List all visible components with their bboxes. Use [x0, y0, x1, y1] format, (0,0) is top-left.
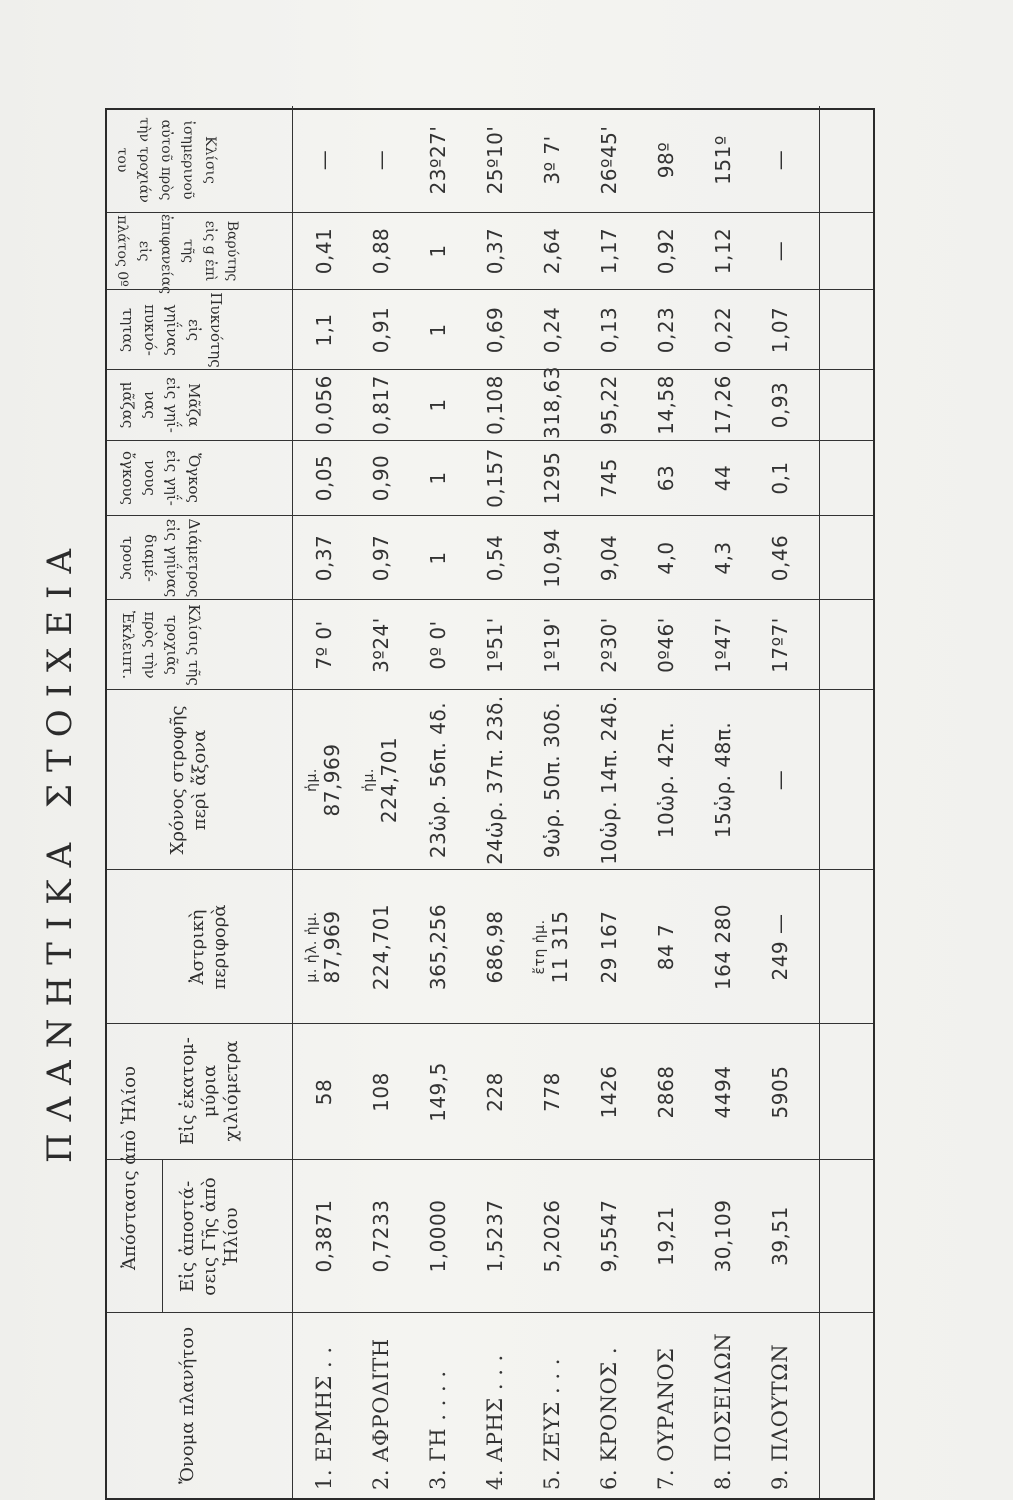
cell-mkm: 778 [540, 1072, 564, 1112]
cell-au: 1,0000 [426, 1199, 450, 1273]
cell-mkm: 108 [369, 1072, 393, 1112]
header-axial-tilt: Κλίσις ἰσημερινοῦ αὐτοῦ πρὸς τὴν τροχιάν του [114, 117, 218, 203]
cell-grav: — [768, 240, 792, 262]
cell-dens: 0,24 [540, 306, 564, 354]
cell-grav: 1,17 [597, 227, 621, 275]
page-title: ΠΛΑΝΗΤΙΚΑ ΣΤΟΙΧΕΙΑ [40, 536, 80, 1164]
cell-dens: 1,1 [312, 313, 336, 347]
cell-vol: 0,05 [312, 454, 336, 502]
cell-vol: 0,157 [483, 448, 507, 508]
cell-mass: 318,63 [540, 366, 564, 439]
cell-dens: 0,23 [654, 306, 678, 354]
table-bottom-rule [819, 106, 820, 1498]
cell-rot-unit: ἡμ. [304, 768, 320, 792]
cell-name: 3. ΓΗ . . . . [426, 1370, 450, 1490]
cell-dens: 1,07 [768, 306, 792, 354]
cell-vol: 0,90 [369, 454, 393, 502]
cell-incl: 1º47' [711, 617, 735, 673]
header-divider [292, 106, 293, 1498]
cell-diam: 0,97 [369, 534, 393, 582]
cell-incl: 17º7' [768, 617, 792, 673]
cell-incl: 1º19' [540, 617, 564, 673]
cell-diam: 4,0 [654, 541, 678, 575]
cell-rot: 23ὡρ. 56π. 4δ. [426, 701, 450, 859]
col-divider [107, 599, 873, 600]
header-dist-mkm: Εἰς ἑκατομ- μύρια χιλιόμετρα [177, 1037, 242, 1145]
cell-tilt: 25º10' [483, 125, 507, 195]
cell-rot: 10ὡρ. 42π. [654, 721, 678, 839]
header-sidereal: Ἀστρικὴ περιφορὰ [187, 904, 230, 990]
cell-mass: 0,108 [483, 375, 507, 435]
cell-rot: 10ὡρ. 14π. 24δ. [597, 695, 621, 865]
cell-vol: 745 [597, 458, 621, 498]
cell-diam: 4,3 [711, 541, 735, 575]
cell-rot: 24ὡρ. 37π. 23δ. [483, 695, 507, 865]
cell-name: 2. ΑΦΡΟΔΙΤΗ [369, 1338, 393, 1490]
cell-grav: 1,12 [711, 227, 735, 275]
header-divider [162, 1160, 163, 1313]
cell-dens: 0,69 [483, 306, 507, 354]
header-dist-au: Εἰς ἀποστά- σεις Γῆς ἀπὸ Ἡλίου [177, 1177, 242, 1296]
cell-sid: 365,256 [426, 903, 450, 991]
cell-diam: 0,37 [312, 534, 336, 582]
cell-tilt: — [369, 149, 393, 171]
cell-name: 4. ΑΡΗΣ . . . [483, 1354, 507, 1490]
col-divider [107, 369, 873, 370]
cell-au: 0,7233 [369, 1199, 393, 1273]
cell-dens: 1 [426, 323, 450, 337]
cell-incl: 3º24' [369, 617, 393, 673]
header-name: Ὄνομα πλανήτου [177, 1326, 198, 1485]
header-density: Πυκνότης εἰς γηΐνας πυκνό- τητας [119, 292, 225, 368]
cell-grav: 0,88 [369, 227, 393, 275]
cell-grav: 1 [426, 244, 450, 258]
cell-sid-value: 11 315 [548, 910, 572, 984]
cell-au: 19,21 [654, 1206, 678, 1266]
cell-incl: 1º51' [483, 617, 507, 673]
cell-tilt: — [312, 149, 336, 171]
cell-diam: 9,04 [597, 534, 621, 582]
col-divider [107, 289, 873, 290]
cell-incl: 0º 0' [426, 620, 450, 670]
cell-rot-value: 224,701 [377, 736, 401, 824]
col-divider [107, 515, 873, 516]
cell-sid [530, 872, 570, 1022]
col-divider [107, 689, 873, 690]
cell-vol: 44 [711, 464, 735, 492]
header-rotation: Χρόνος στροφῆς περὶ ἄξονα [167, 705, 210, 855]
header-gravity: Βαρύτης εἰς g ἐπὶ τῆς ἐπιφανείας εἰς πλάτος 0º [114, 214, 240, 295]
cell-tilt: 23º27' [426, 125, 450, 195]
cell-vol: 63 [654, 464, 678, 492]
cell-mass: 0,056 [312, 375, 336, 435]
header-diameter: Διάμετρος εἰς γηΐνας διαμέ- τρους [119, 518, 203, 598]
cell-au: 1,5237 [483, 1199, 507, 1273]
cell-mass: 1 [426, 398, 450, 412]
cell-diam: 1 [426, 551, 450, 565]
cell-dens: 0,22 [711, 306, 735, 354]
cell-incl: 7º 0' [312, 620, 336, 670]
cell-mass: 95,22 [597, 375, 621, 435]
cell-sid: 686,98 [483, 910, 507, 984]
cell-name: 7. ΟΥΡΑΝΟΣ [654, 1347, 678, 1490]
cell-tilt: 3º 7' [540, 135, 564, 185]
cell-sid [302, 872, 342, 1022]
cell-mkm: 58 [312, 1078, 336, 1106]
col-divider [107, 1159, 873, 1160]
header-volume: Ὄγκος εἰς γηΐ- νους ὄγκους [119, 450, 203, 506]
cell-au: 30,109 [711, 1199, 735, 1273]
cell-dens: 0,13 [597, 306, 621, 354]
cell-dens: 0,91 [369, 306, 393, 354]
cell-incl: 2º30' [597, 617, 621, 673]
cell-au: 9,5547 [597, 1199, 621, 1273]
cell-sid: 164 280 [711, 903, 735, 991]
cell-au: 39,51 [768, 1206, 792, 1266]
col-divider [107, 869, 873, 870]
cell-mass: 14,58 [654, 375, 678, 435]
cell-mass: 0,817 [369, 375, 393, 435]
cell-rot-value: 87,969 [320, 743, 344, 817]
cell-mass: 17,26 [711, 375, 735, 435]
cell-diam: 0,46 [768, 534, 792, 582]
cell-diam: 0,54 [483, 534, 507, 582]
cell-mkm: 5905 [768, 1065, 792, 1119]
col-divider [107, 1023, 873, 1024]
cell-tilt: — [768, 149, 792, 171]
header-inclination: Κλίσις τῆς τροχιᾶς πρὸς τὴν Ἐκλειπτ. [119, 604, 203, 686]
cell-grav: 2,64 [540, 227, 564, 275]
cell-sid-value: 87,969 [320, 910, 344, 984]
header-distance: Ἀπόστασις ἀπὸ Ἡλίου [119, 1066, 140, 1270]
cell-name: 6. ΚΡΟΝΟΣ . [597, 1346, 621, 1490]
cell-rot: 9ὡρ. 50π. 30δ. [540, 701, 564, 859]
cell-grav: 0,41 [312, 227, 336, 275]
cell-sid: 29 167 [597, 910, 621, 984]
cell-vol: 0,1 [768, 461, 792, 495]
col-divider [107, 212, 873, 213]
cell-sid: 224,701 [369, 903, 393, 991]
cell-rot: 15ὡρ. 48π. [711, 721, 735, 839]
cell-mass: 0,93 [768, 381, 792, 429]
cell-sid-unit: ἔτη ἡμ. [532, 919, 548, 975]
cell-rot [359, 692, 399, 868]
cell-sid: 84 7 [654, 923, 678, 971]
cell-name: 5. ΖΕΥΣ . . . [540, 1358, 564, 1490]
cell-sid-unit: μ. ἡλ. ἡμ. [304, 911, 320, 983]
cell-mkm: 228 [483, 1072, 507, 1112]
cell-mkm: 4494 [711, 1065, 735, 1119]
cell-mkm: 149,5 [426, 1062, 450, 1122]
cell-au: 0,3871 [312, 1199, 336, 1273]
cell-sid: 249 — [768, 913, 792, 981]
cell-diam: 10,94 [540, 528, 564, 588]
cell-mkm: 1426 [597, 1065, 621, 1119]
cell-rot: — [768, 769, 792, 791]
cell-name: 9. ΠΛΟΥΤΩΝ [768, 1343, 792, 1490]
header-mass: Μᾶζα εἰς γηΐ- νας μᾶζας [119, 377, 203, 433]
cell-au: 5,2026 [540, 1199, 564, 1273]
cell-grav: 0,37 [483, 227, 507, 275]
cell-tilt: 98º [654, 141, 678, 179]
cell-incl: 0º46' [654, 617, 678, 673]
cell-name: 8. ΠΟΣΕΙΔΩΝ [711, 1332, 735, 1490]
cell-vol: 1295 [540, 451, 564, 505]
cell-rot [302, 692, 342, 868]
cell-tilt: 26º45' [597, 125, 621, 195]
col-divider [107, 1312, 873, 1313]
cell-mkm: 2868 [654, 1065, 678, 1119]
cell-name: 1. ΕΡΜΗΣ . . [312, 1346, 336, 1490]
col-divider [107, 440, 873, 441]
cell-grav: 0,92 [654, 227, 678, 275]
cell-rot-unit: ἡμ. [361, 768, 377, 792]
cell-vol: 1 [426, 471, 450, 485]
cell-tilt: 151º [711, 135, 735, 185]
planet-table [105, 108, 875, 1500]
